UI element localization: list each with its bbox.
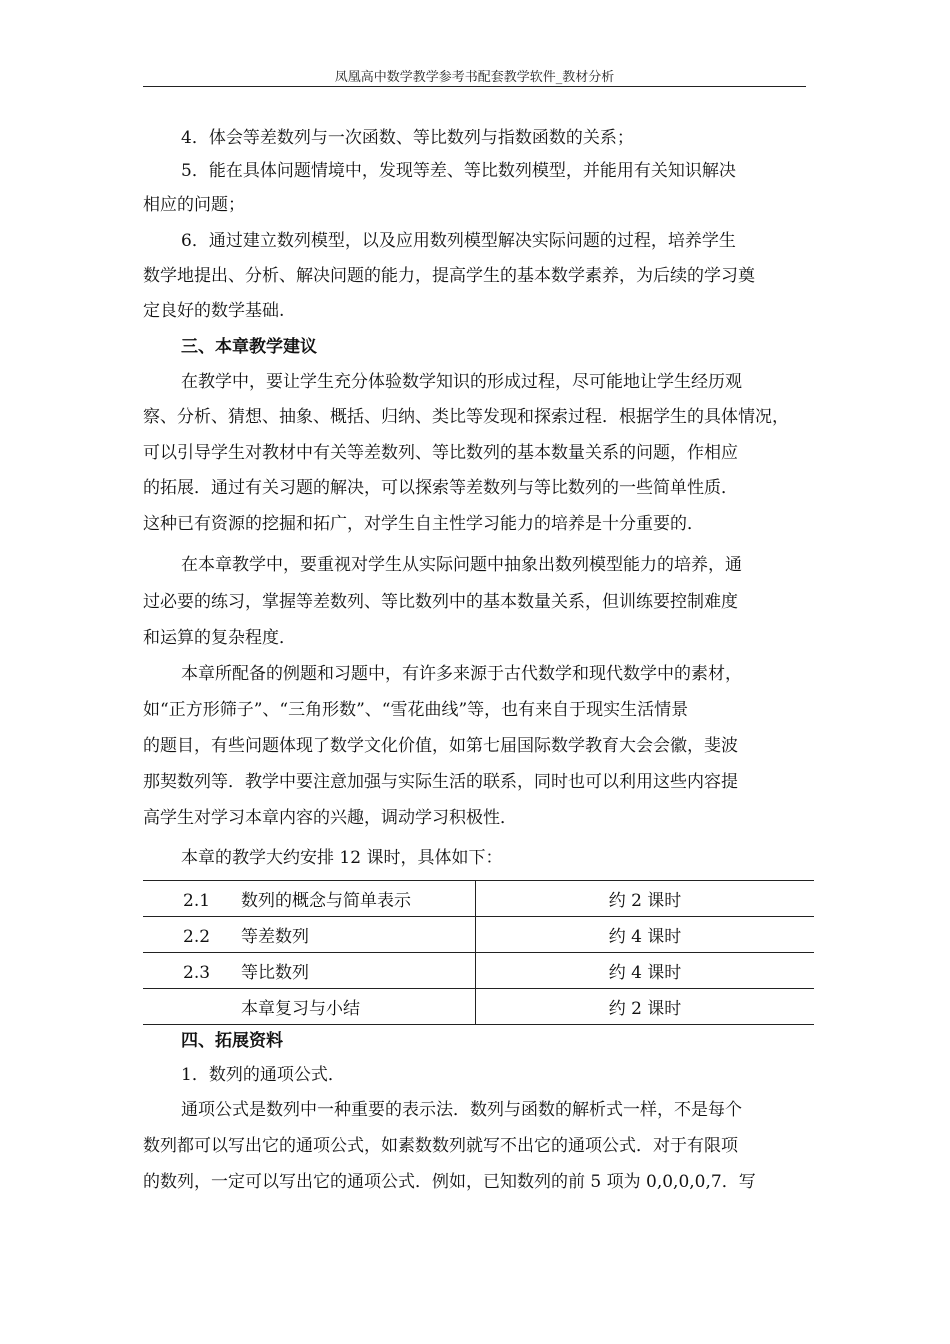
section-heading-4: 四、拓展资料 bbox=[181, 1031, 283, 1051]
page-header-title: 凤凰高中数学教学参考书配套教学软件_教材分析 bbox=[334, 70, 615, 85]
paragraph-2-line-1: 在本章教学中，要重视对学生从实际问题中抽象出数列模型能力的培养，通 bbox=[181, 555, 742, 575]
schedule-intro: 本章的教学大约安排 12 课时，具体如下： bbox=[181, 848, 503, 868]
paragraph-1-line-2: 察、分析、猜想、抽象、概括、归纳、类比等发现和探索过程．根据学生的具体情况， bbox=[143, 407, 789, 427]
paragraph-3-line-5: 高学生对学习本章内容的兴趣，调动学习积极性． bbox=[143, 808, 517, 828]
paragraph-4-line-2: 数列都可以写出它的通项公式，如素数数列就写不出它的通项公式．对于有限项 bbox=[143, 1136, 738, 1156]
table-row bbox=[143, 989, 814, 1025]
objective-6: 6．通过建立数列模型，以及应用数列模型解决实际问题的过程，培养学生 bbox=[181, 231, 736, 251]
paragraph-2-line-3: 和运算的复杂程度． bbox=[143, 628, 296, 648]
paragraph-4-line-1: 通项公式是数列中一种重要的表示法．数列与函数的解析式一样，不是每个 bbox=[181, 1100, 742, 1120]
section-number: 2.1 bbox=[183, 891, 211, 911]
paragraph-1-line-1: 在教学中，要让学生充分体验数学知识的形成过程，尽可能地让学生经历观 bbox=[181, 372, 742, 392]
paragraph-1-line-4: 的拓展．通过有关习题的解决，可以探索等差数列与等比数列的一些简单性质． bbox=[143, 478, 738, 498]
paragraph-3-line-2: 如“正方形筛子”、“三角形数”、“雪花曲线”等，也有来自于现实生活情景 bbox=[143, 700, 689, 720]
paragraph-1-line-3: 可以引导学生对教材中有关等差数列、等比数列的基本数量关系的问题，作相应 bbox=[143, 443, 738, 463]
paragraph-3-line-3: 的题目，有些问题体现了数学文化价值，如第七届国际数学教育大会会徽，斐波 bbox=[143, 736, 738, 756]
subsection-heading-1: 1．数列的通项公式． bbox=[181, 1065, 345, 1085]
objective-6-cont-2: 定良好的数学基础. bbox=[143, 301, 285, 321]
section-number: 2.2 bbox=[183, 927, 211, 947]
section-title: 数列的概念与简单表示 bbox=[241, 891, 411, 911]
paragraph-4-line-3: 的数列，一定可以写出它的通项公式．例如，已知数列的前 5 项为 0,0,0,0,7．写 bbox=[143, 1172, 756, 1192]
section-cell bbox=[143, 917, 476, 953]
section-title: 等差数列 bbox=[241, 927, 309, 947]
section-cell bbox=[143, 881, 476, 917]
paragraph-2-line-2: 过必要的练习，掌握等差数列、等比数列中的基本数量关系，但训练要控制难度 bbox=[143, 592, 738, 612]
section-number: 2.3 bbox=[183, 963, 211, 983]
objective-5: 5．能在具体问题情境中，发现等差、等比数列模型，并能用有关知识解决 bbox=[181, 161, 736, 181]
table-row bbox=[143, 881, 814, 917]
objective-6-cont-1: 数学地提出、分析、解决问题的能力，提高学生的基本数学素养，为后续的学习奠 bbox=[143, 266, 755, 286]
table-row bbox=[143, 917, 814, 953]
duration-cell: 约 4 课时 bbox=[476, 917, 815, 953]
paragraph-3-line-4: 那契数列等．教学中要注意加强与实际生活的联系，同时也可以利用这些内容提 bbox=[143, 772, 738, 792]
section-heading-3: 三、本章教学建议 bbox=[181, 337, 317, 357]
table-row bbox=[143, 953, 814, 989]
duration-cell: 约 2 课时 bbox=[476, 881, 815, 917]
header-rule bbox=[143, 86, 806, 87]
section-cell bbox=[143, 953, 476, 989]
paragraph-3-line-1: 本章所配备的例题和习题中，有许多来源于古代数学和现代数学中的素材， bbox=[181, 664, 742, 684]
duration-cell: 约 2 课时 bbox=[476, 989, 815, 1025]
section-title: 本章复习与小结 bbox=[241, 999, 360, 1019]
duration-cell: 约 4 课时 bbox=[476, 953, 815, 989]
section-cell bbox=[143, 989, 476, 1025]
paragraph-1-line-5: 这种已有资源的挖掘和拓广，对学生自主性学习能力的培养是十分重要的． bbox=[143, 514, 704, 534]
lesson-schedule-table bbox=[143, 880, 814, 1025]
objective-4: 4．体会等差数列与一次函数、等比数列与指数函数的关系； bbox=[181, 128, 634, 148]
section-title: 等比数列 bbox=[241, 963, 309, 983]
objective-5-cont: 相应的问题； bbox=[143, 195, 245, 215]
